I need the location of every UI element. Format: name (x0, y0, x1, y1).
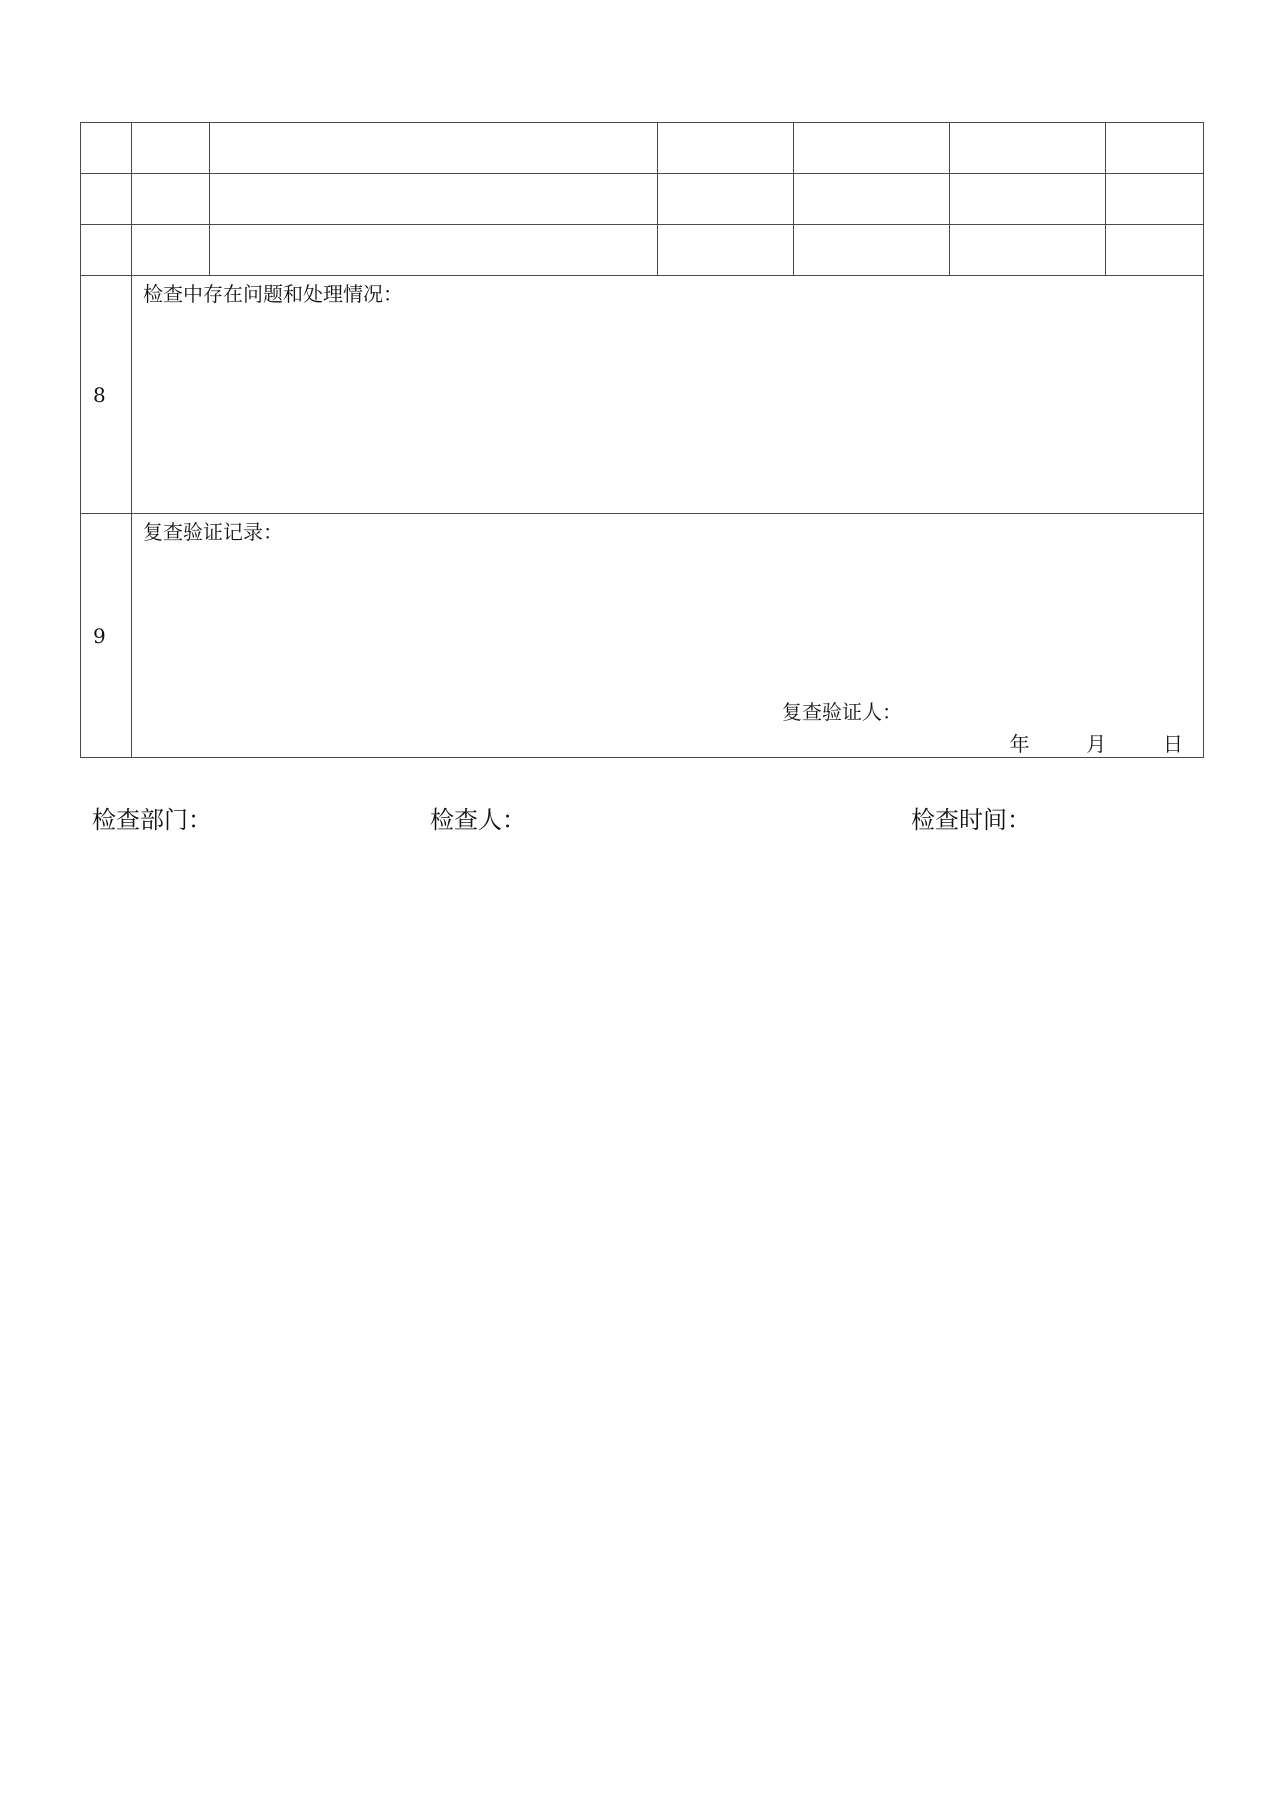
blank-cell[interactable] (81, 225, 132, 276)
inspection-form-table (80, 122, 1204, 758)
issues-handling-label: 检查中存在问题和处理情况： (143, 282, 403, 306)
reinspection-record-label: 复查验证记录： (143, 520, 283, 544)
blank-cell[interactable] (794, 225, 950, 276)
blank-cell[interactable] (658, 174, 794, 225)
blank-row (81, 123, 1204, 174)
blank-cell[interactable] (950, 123, 1106, 174)
inspector-label: 检查人： (430, 806, 526, 834)
reinspection-record-cell[interactable] (132, 514, 1204, 758)
blank-cell[interactable] (1106, 174, 1204, 225)
form-footer (0, 800, 1280, 832)
blank-cell[interactable] (950, 174, 1106, 225)
blank-cell[interactable] (81, 123, 132, 174)
blank-cell[interactable] (210, 225, 658, 276)
blank-cell[interactable] (794, 123, 950, 174)
blank-cell[interactable] (210, 174, 658, 225)
blank-row (81, 174, 1204, 225)
section-8-row (81, 276, 1204, 514)
blank-cell[interactable] (658, 123, 794, 174)
blank-row (81, 225, 1204, 276)
month-label: 月 (1086, 732, 1107, 756)
verifier-label: 复查验证人： (782, 700, 902, 724)
year-label: 年 (1009, 732, 1030, 756)
section-9-row (81, 514, 1204, 758)
inspection-time-label: 检查时间： (911, 806, 1031, 834)
row-number-8: 8 (81, 276, 132, 514)
blank-cell[interactable] (210, 123, 658, 174)
blank-cell[interactable] (132, 225, 210, 276)
blank-cell[interactable] (794, 174, 950, 225)
blank-cell[interactable] (132, 174, 210, 225)
issues-handling-cell[interactable] (132, 276, 1204, 514)
blank-cell[interactable] (132, 123, 210, 174)
blank-cell[interactable] (658, 225, 794, 276)
blank-cell[interactable] (1106, 123, 1204, 174)
blank-cell[interactable] (81, 174, 132, 225)
blank-cell[interactable] (950, 225, 1106, 276)
day-label: 日 (1163, 732, 1183, 756)
inspection-department-label: 检查部门： (92, 806, 212, 834)
row-number-9: 9 (81, 514, 132, 758)
blank-cell[interactable] (1106, 225, 1204, 276)
verification-date (1010, 728, 1183, 757)
